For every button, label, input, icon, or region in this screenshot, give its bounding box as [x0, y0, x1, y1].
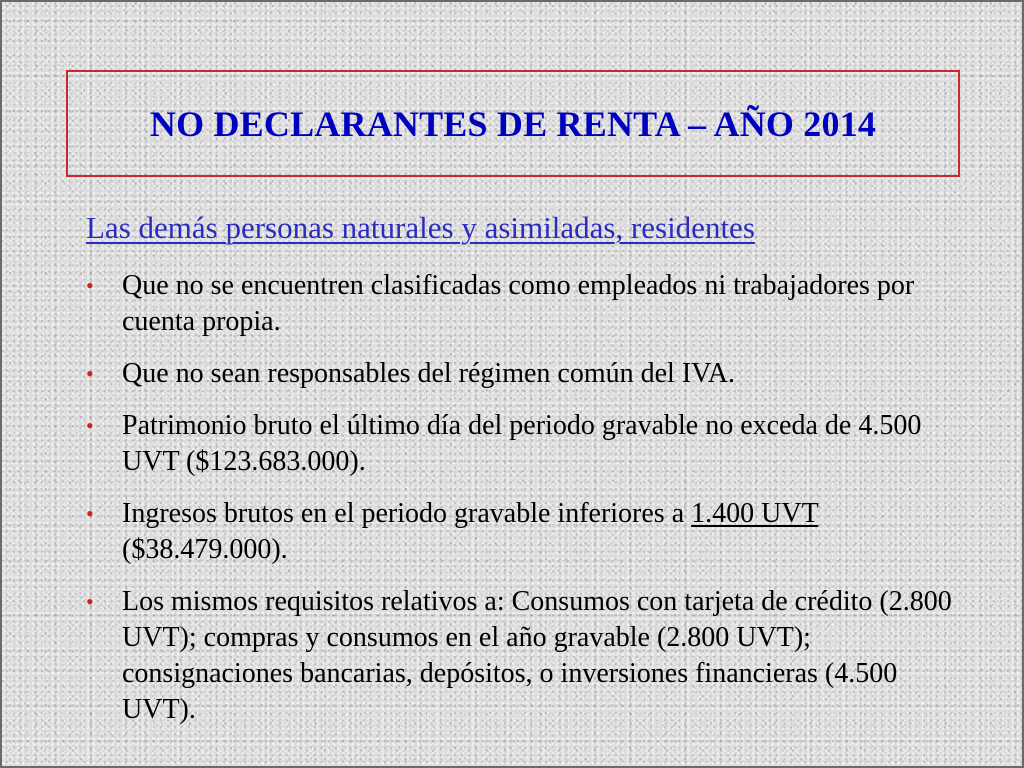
bullet-item	[86, 584, 966, 728]
bullet-list	[86, 268, 966, 744]
bullet-icon: •	[86, 501, 94, 526]
slide-subtitle: Las demás personas naturales y asimiladas, residentes	[86, 210, 755, 245]
bullet-text: Los mismos requisitos relativos a: Consumos con tarjeta de crédito (2.800 UVT); compras y consumos en el año gravable (2.800 UVT); consignaciones bancarias, depósitos, o inversiones financieras (4.500 UVT).	[122, 586, 952, 725]
bullet-text-after: ($38.479.000).	[122, 534, 288, 565]
bullet-text-before: Ingresos brutos en el periodo gravable inferiores a	[122, 498, 692, 529]
bullet-text: Que no se encuentren clasificadas como empleados ni trabajadores por cuenta propia.	[122, 270, 915, 337]
bullet-icon: •	[86, 589, 94, 614]
bullet-item	[86, 496, 966, 568]
bullet-icon: •	[86, 273, 94, 298]
bullet-text: Que no sean responsables del régimen común del IVA.	[122, 358, 735, 389]
bullet-item	[86, 408, 966, 480]
bullet-text-underlined: 1.400 UVT	[691, 498, 819, 529]
bullet-item	[86, 356, 966, 392]
bullet-text	[122, 498, 818, 565]
slide-title: NO DECLARANTES DE RENTA – AÑO 2014	[149, 103, 877, 144]
bullet-text: Patrimonio bruto el último día del periodo gravable no exceda de 4.500 UVT ($123.683.000).	[122, 410, 922, 477]
title-box	[66, 70, 960, 177]
bullet-icon: •	[86, 361, 94, 386]
bullet-item	[86, 268, 966, 340]
bullet-icon: •	[86, 413, 94, 438]
